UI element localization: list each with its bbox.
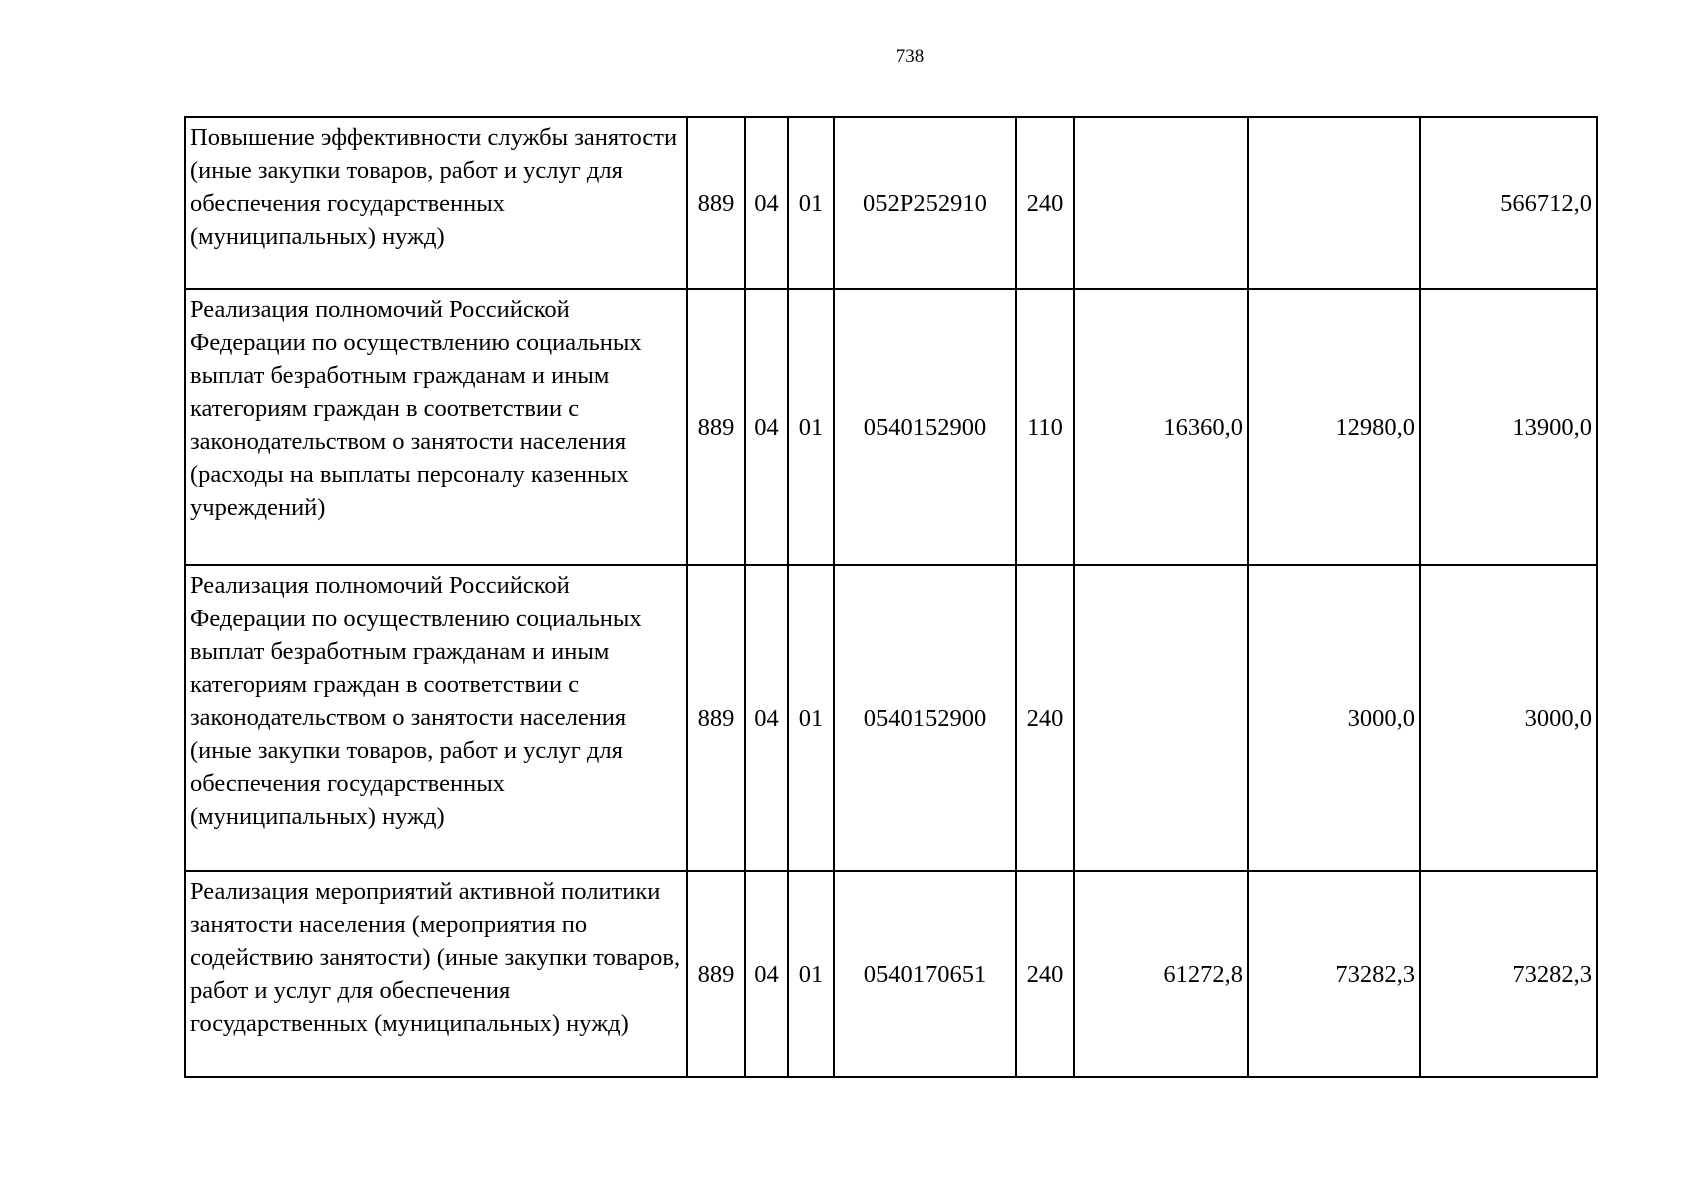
- subsection-code: 01: [788, 289, 834, 565]
- page-number: 738: [895, 46, 925, 67]
- amount-1: 16360,0: [1074, 289, 1248, 565]
- amount-3: 566712,0: [1420, 117, 1597, 289]
- table-row: [185, 565, 1597, 871]
- budget-table: [184, 116, 1598, 1078]
- subsection-code: 01: [788, 117, 834, 289]
- expense-type-code: 240: [1016, 871, 1074, 1077]
- amount-3: 13900,0: [1420, 289, 1597, 565]
- amount-3: 3000,0: [1420, 565, 1597, 871]
- row-description: Реализация полномочий Российской Федерации по осуществлению социальных выплат безработным гражданам и иным категориям граждан в соответствии с законодательством о занятости населения (иные закупки товаров, работ и услуг для обеспечения государственных (муниципальных) нужд): [185, 565, 687, 871]
- expense-type-code: 240: [1016, 117, 1074, 289]
- amount-1: 61272,8: [1074, 871, 1248, 1077]
- amount-1: [1074, 565, 1248, 871]
- table-row: [185, 117, 1597, 289]
- subsection-code: 01: [788, 565, 834, 871]
- amount-1: [1074, 117, 1248, 289]
- ministry-code: 889: [687, 117, 745, 289]
- amount-2: [1248, 117, 1420, 289]
- expense-type-code: 110: [1016, 289, 1074, 565]
- section-code: 04: [745, 871, 788, 1077]
- amount-3: 73282,3: [1420, 871, 1597, 1077]
- expense-type-code: 240: [1016, 565, 1074, 871]
- target-article-code: 0540152900: [834, 565, 1016, 871]
- section-code: 04: [745, 565, 788, 871]
- amount-2: 3000,0: [1248, 565, 1420, 871]
- row-description: Реализация мероприятий активной политики занятости населения (мероприятия по содействию занятости) (иные закупки товаров, работ и услуг для обеспечения государственных (муниципальных) нужд): [185, 871, 687, 1077]
- ministry-code: 889: [687, 871, 745, 1077]
- section-code: 04: [745, 289, 788, 565]
- amount-2: 73282,3: [1248, 871, 1420, 1077]
- amount-2: 12980,0: [1248, 289, 1420, 565]
- ministry-code: 889: [687, 565, 745, 871]
- section-code: 04: [745, 117, 788, 289]
- table-row: [185, 871, 1597, 1077]
- subsection-code: 01: [788, 871, 834, 1077]
- ministry-code: 889: [687, 289, 745, 565]
- row-description: Реализация полномочий Российской Федерации по осуществлению социальных выплат безработным гражданам и иным категориям граждан в соответствии с законодательством о занятости населения (расходы на выплаты персоналу казенных учреждений): [185, 289, 687, 565]
- table-row: [185, 289, 1597, 565]
- row-description: Повышение эффективности службы занятости (иные закупки товаров, работ и услуг для обеспечения государственных (муниципальных) нужд): [185, 117, 687, 289]
- target-article-code: 0540170651: [834, 871, 1016, 1077]
- target-article-code: 0540152900: [834, 289, 1016, 565]
- target-article-code: 052Р252910: [834, 117, 1016, 289]
